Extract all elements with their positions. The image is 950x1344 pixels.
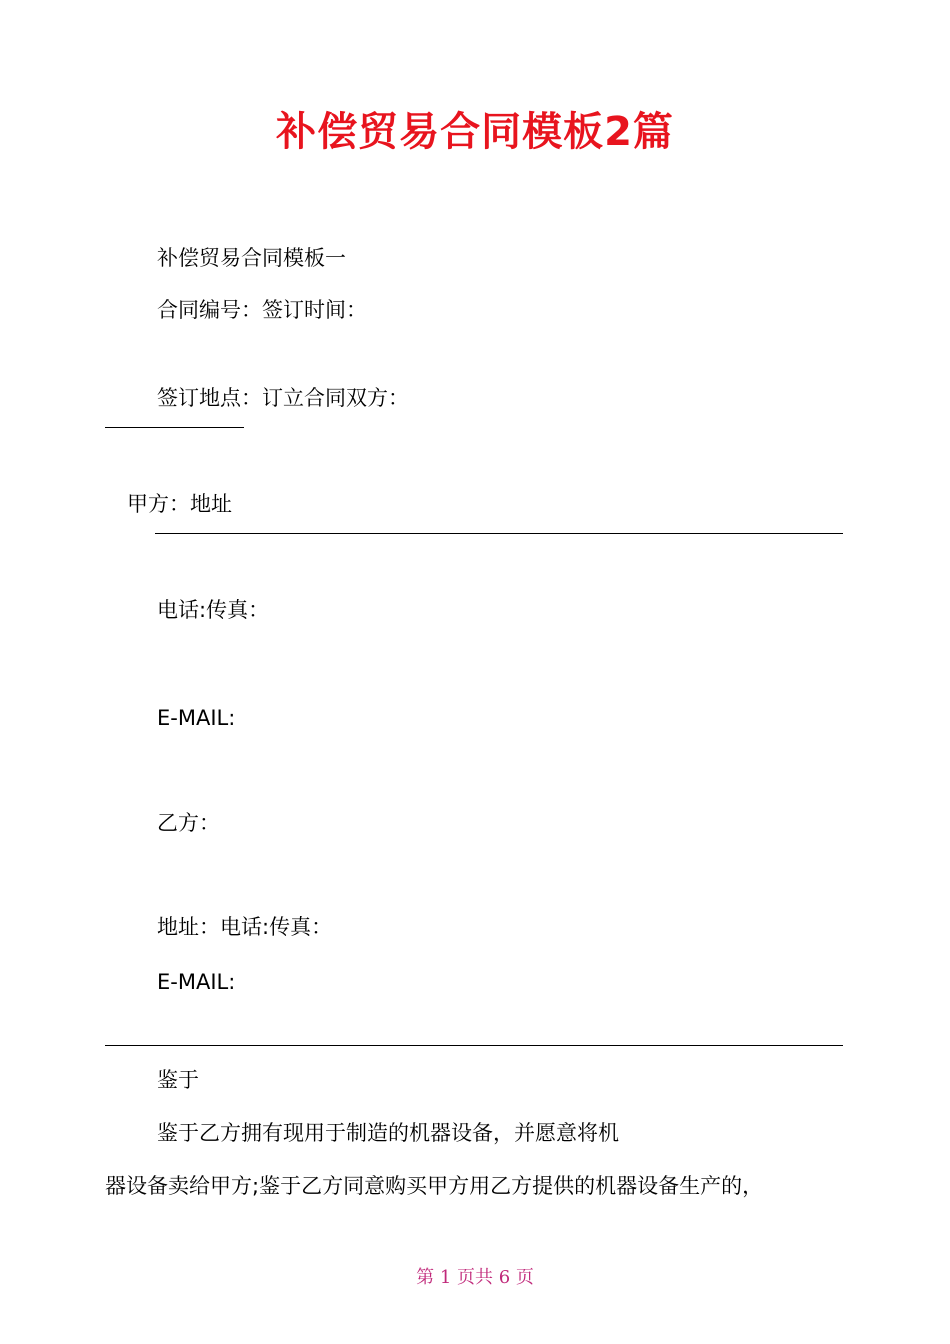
party-a-line: 甲方：地址 [127, 492, 232, 516]
party-a-email-line: E-MAIL: [157, 706, 236, 730]
party-b-address-line: 地址：电话:传真： [157, 915, 333, 939]
contract-number-line: 合同编号：签订时间： [157, 298, 367, 322]
blank-underline-short [105, 427, 244, 428]
section-heading: 补偿贸易合同模板一 [157, 246, 346, 270]
whereas-paragraph-line-1: 鉴于乙方拥有现用于制造的机器设备，并愿意将机 [157, 1121, 619, 1145]
whereas-paragraph-line-2: 器设备卖给甲方;鉴于乙方同意购买甲方用乙方提供的机器设备生产的， [105, 1174, 764, 1198]
document-title: 补偿贸易合同模板2篇 [276, 109, 674, 155]
party-a-address-underline [155, 533, 843, 534]
section-divider [105, 1045, 843, 1046]
page-footer: 第 1 页共 6 页 [416, 1267, 534, 1288]
party-b-line: 乙方： [157, 811, 220, 835]
signing-place-line: 签订地点：订立合同双方： [157, 386, 409, 410]
party-a-phone-line: 电话:传真： [157, 598, 270, 622]
party-b-email-line: E-MAIL: [157, 970, 236, 994]
whereas-heading: 鉴于 [157, 1068, 199, 1092]
